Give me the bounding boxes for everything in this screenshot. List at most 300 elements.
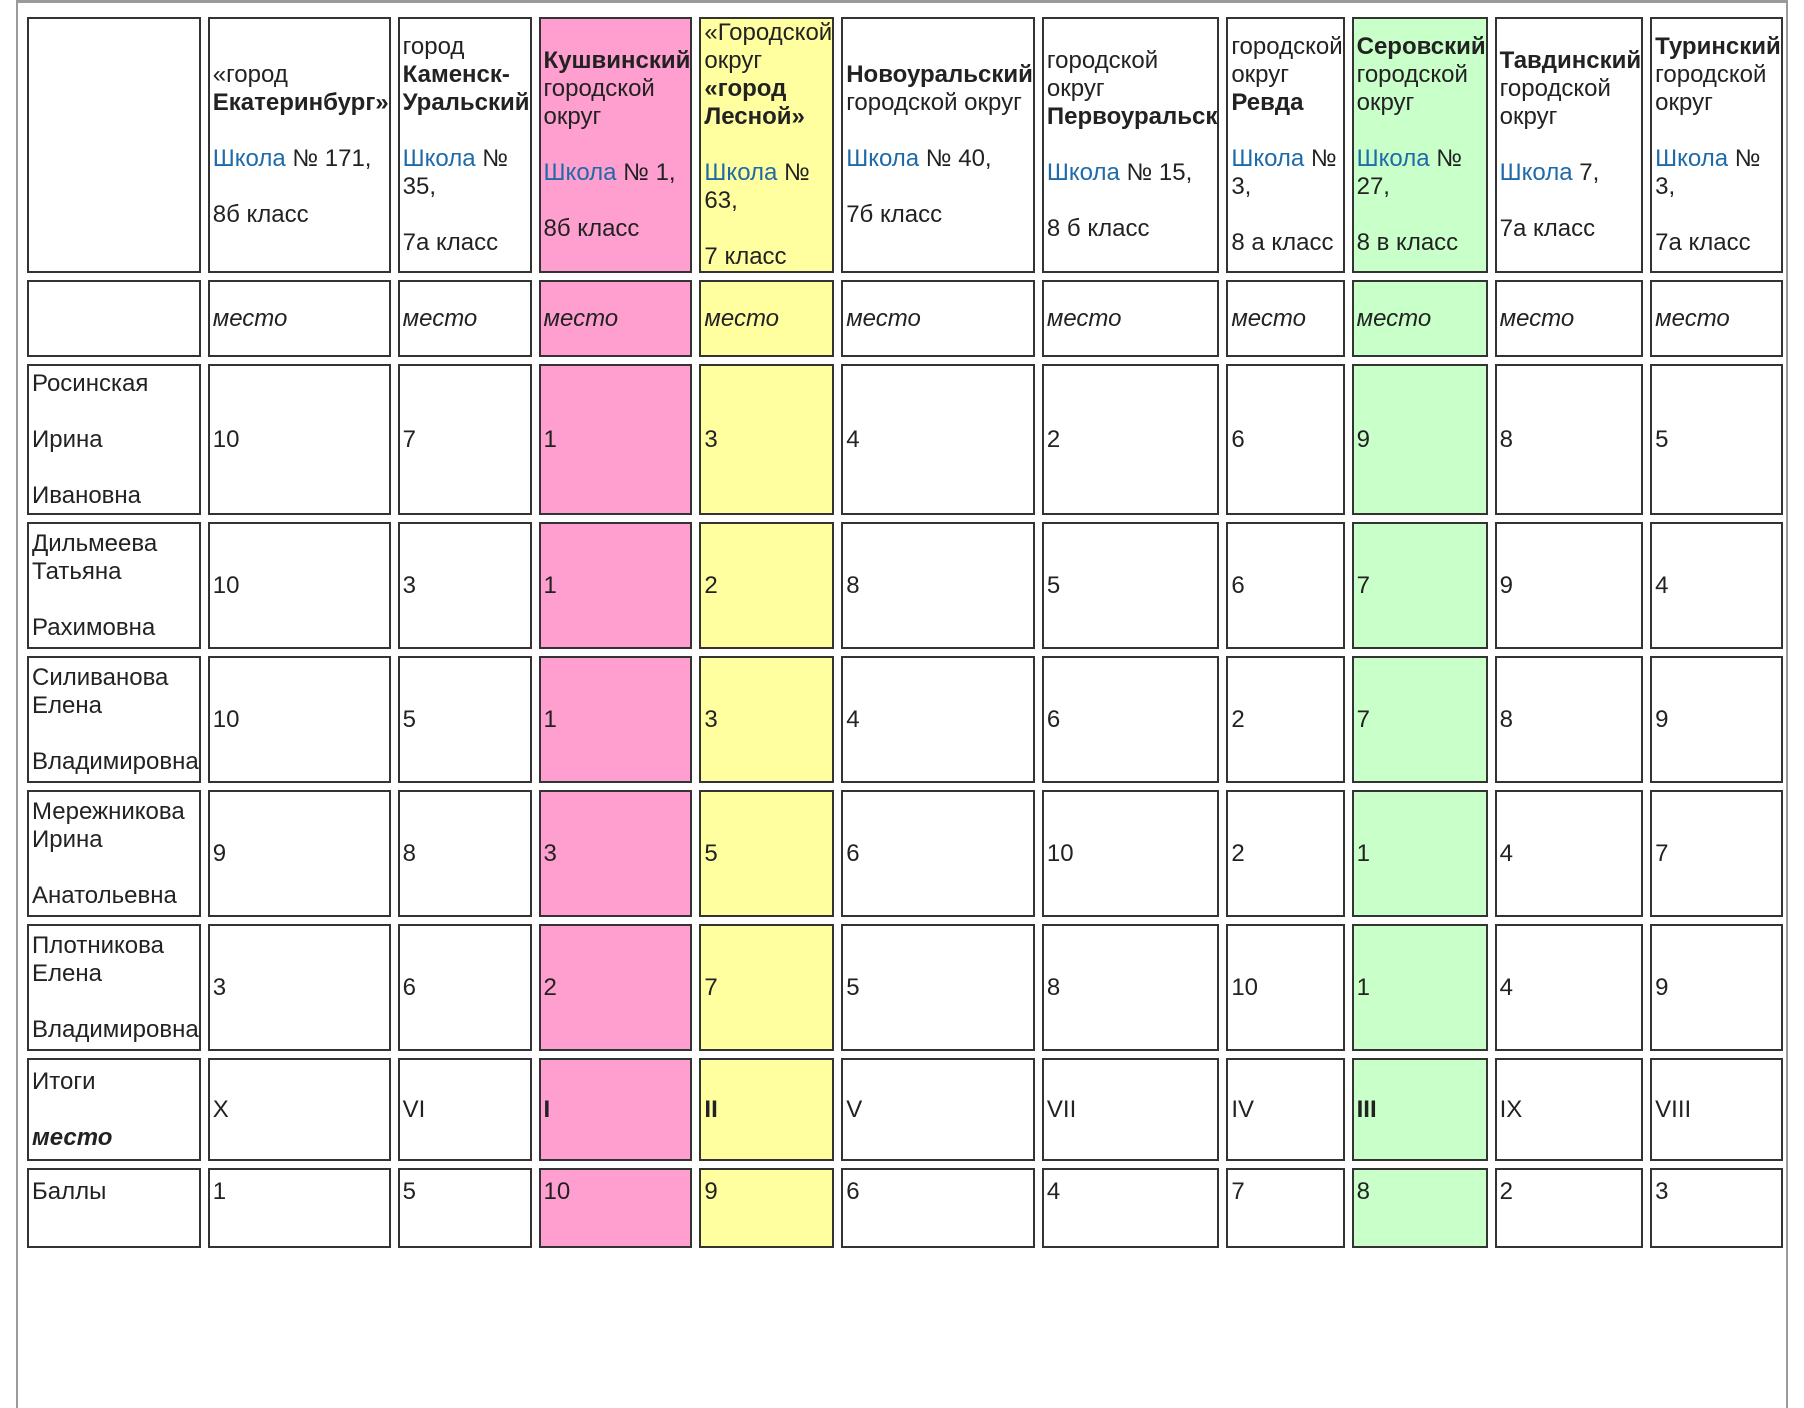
place-value-cell: [699, 364, 834, 515]
school-link[interactable]: Школа: [1499, 159, 1573, 186]
district-name-part: Каменск-: [402, 61, 510, 88]
place-value: 2: [704, 571, 718, 599]
district-name-part: округ: [1655, 89, 1713, 116]
place-value-cell: [1495, 924, 1644, 1051]
place-label-cell: [841, 280, 1035, 357]
place-value: 6: [1231, 571, 1245, 599]
place-value-cell: [539, 924, 693, 1051]
judge-name-line: Владимировна: [32, 1015, 199, 1043]
district-name-part: Тавдинский: [1499, 47, 1642, 74]
place-value: 8: [402, 839, 417, 867]
place-value-cell: [1042, 790, 1219, 917]
district-name-part: «город: [704, 75, 787, 102]
place-value: 9: [212, 839, 227, 867]
judge-name-cell: [27, 656, 201, 783]
place-value-cell: [1042, 656, 1219, 783]
place-label-cell: [1495, 280, 1644, 357]
place-value: 10: [212, 571, 240, 599]
district-name-line: [1231, 61, 1342, 89]
district-name-line: [1357, 33, 1486, 61]
district-name-line: [544, 47, 691, 75]
district-name-part: «Городской: [704, 19, 833, 46]
judge-row: [27, 924, 1783, 1051]
place-value-cell: [841, 924, 1035, 1051]
place-label: место: [543, 304, 619, 332]
school-line: [213, 145, 389, 173]
judge-name-line: Елена: [32, 959, 102, 987]
judge-name-cell: [27, 522, 201, 649]
scores-label-cell: [27, 1168, 201, 1248]
place-value-cell: [1226, 522, 1344, 649]
header-cell-kamensk: [398, 17, 532, 273]
place-label-row: [27, 280, 1783, 357]
school-line: [544, 159, 691, 187]
judge-name-line: Плотникова: [32, 931, 164, 959]
totals-label-cell: [27, 1058, 201, 1161]
place-value: 10: [1046, 839, 1074, 867]
district-name-part: округ: [1356, 89, 1415, 116]
place-label: место: [1046, 304, 1122, 332]
place-value: 6: [1231, 425, 1245, 453]
judge-name-line: Ирина: [32, 825, 103, 853]
place-value-cell: [841, 790, 1035, 917]
place-value: 8: [1499, 705, 1513, 733]
score-value: 2: [1499, 1178, 1513, 1205]
class-label: 7а класс: [1499, 215, 1596, 242]
total-place: IV: [1231, 1095, 1255, 1123]
place-value-cell: [1226, 656, 1344, 783]
place-value-cell: [1352, 790, 1488, 917]
school-line: [1500, 159, 1642, 187]
district-name-line: [846, 89, 1033, 117]
place-value-cell: [1352, 364, 1488, 515]
corner-cell: [27, 17, 201, 273]
place-label: место: [846, 304, 921, 332]
total-place-cell: [699, 1058, 834, 1161]
header-cell-revda: [1226, 17, 1344, 273]
place-value-cell: [1352, 924, 1488, 1051]
class-label: 8б класс: [212, 201, 309, 228]
total-place-cell: [1226, 1058, 1344, 1161]
place-value: 4: [1499, 973, 1513, 1001]
district-name-part: Лесной»: [704, 103, 805, 130]
school-number: №: [475, 145, 509, 172]
district-name-part: Уральский: [402, 89, 530, 116]
class-label: 8б класс: [543, 215, 640, 242]
place-value-cell: [699, 790, 834, 917]
school-number-cont: 35,: [402, 173, 437, 200]
score-value: 8: [1356, 1178, 1370, 1205]
header-row: [27, 17, 1783, 273]
place-value: 5: [1655, 425, 1669, 453]
judge-name-cell: [27, 364, 201, 515]
district-name-part: Кушвинский: [543, 47, 691, 74]
place-value: 5: [402, 705, 417, 733]
place-value-cell: [699, 656, 834, 783]
header-cell-serov: [1352, 17, 1488, 273]
total-place-cell: [1042, 1058, 1219, 1161]
judge-name-line: Дильмеева: [32, 529, 158, 557]
place-value-cell: [398, 364, 532, 515]
place-value-cell: [208, 656, 391, 783]
place-value: 2: [1231, 839, 1245, 867]
district-name-line: [1047, 75, 1217, 103]
score-value: 6: [846, 1178, 860, 1205]
place-value-cell: [1352, 656, 1488, 783]
judge-name-line: Ивановна: [32, 481, 142, 509]
district-name-part: «город: [212, 61, 288, 88]
judge-name-line: Силиванова: [32, 663, 169, 691]
place-value-cell: [1226, 364, 1344, 515]
total-place-cell: [398, 1058, 532, 1161]
place-value: 3: [402, 571, 417, 599]
score-cell: [1226, 1168, 1344, 1248]
place-label: место: [1356, 304, 1432, 332]
place-value-cell: [208, 364, 391, 515]
school-number-cont: 3,: [1231, 173, 1252, 200]
place-value-cell: [1042, 522, 1219, 649]
judge-name-line: Татьяна: [32, 557, 122, 585]
school-link[interactable]: Школа: [846, 145, 920, 172]
total-place: X: [212, 1095, 229, 1123]
total-place: VI: [402, 1095, 426, 1123]
total-place-cell: [841, 1058, 1035, 1161]
school-link[interactable]: Школа: [704, 159, 778, 186]
score-cell: [208, 1168, 391, 1248]
district-name-line: [1655, 33, 1781, 61]
judge-name-cell: [27, 924, 201, 1051]
place-value: 7: [1655, 839, 1669, 867]
total-place-cell: [1352, 1058, 1488, 1161]
place-value: 2: [1046, 425, 1061, 453]
district-name-line: [403, 33, 530, 61]
place-value: 1: [1356, 839, 1370, 867]
place-value: 4: [846, 705, 860, 733]
score-cell: [1352, 1168, 1488, 1248]
place-value-cell: [1042, 364, 1219, 515]
school-line: [1357, 145, 1486, 173]
school-line: [403, 145, 530, 173]
school-number: № 40,: [919, 145, 992, 172]
place-value: 8: [846, 571, 860, 599]
totals-sublabel: место: [32, 1123, 113, 1151]
place-label: место: [212, 304, 288, 332]
place-value: 9: [1499, 571, 1513, 599]
place-value: 10: [212, 425, 240, 453]
place-value-cell: [1650, 364, 1783, 515]
school-number: № 1,: [616, 159, 676, 186]
school-link[interactable]: Школа: [1046, 159, 1120, 186]
score-value: 5: [402, 1178, 417, 1205]
school-link[interactable]: Школа: [1655, 145, 1729, 172]
district-name-part: Новоуральский: [846, 61, 1033, 88]
place-value: 7: [402, 425, 417, 453]
place-value-cell: [1042, 924, 1219, 1051]
district-name-part: городской округ: [846, 89, 1022, 116]
school-number-cont: 3,: [1655, 173, 1676, 200]
district-name-line: [704, 103, 832, 131]
district-name-part: Серовский: [1356, 33, 1486, 60]
place-value-cell: [1650, 790, 1783, 917]
totals-row: [27, 1058, 1783, 1161]
school-number: № 171,: [285, 145, 372, 172]
place-label: место: [1231, 304, 1306, 332]
place-value-cell: [1495, 364, 1644, 515]
place-label-cell: [699, 280, 834, 357]
place-value-cell: [398, 656, 532, 783]
school-line: [1655, 145, 1781, 173]
place-label: место: [402, 304, 478, 332]
place-value: 2: [1231, 705, 1245, 733]
district-name-part: город: [402, 33, 465, 60]
judge-row: [27, 790, 1783, 917]
total-place: III: [1356, 1095, 1377, 1123]
place-value-cell: [539, 656, 693, 783]
place-value: 7: [1356, 705, 1370, 733]
header-cell-kushva: [539, 17, 693, 273]
district-name-part: городской: [543, 75, 655, 102]
class-label: 7б класс: [846, 201, 943, 228]
judge-name-line: Росинская: [32, 369, 149, 397]
district-name-part: округ: [1046, 75, 1105, 102]
place-label-cell: [539, 280, 693, 357]
district-name-line: [1500, 103, 1642, 131]
empty-cell: [27, 280, 201, 357]
score-value: 1: [212, 1178, 227, 1205]
school-line: [1047, 159, 1217, 187]
place-value: 1: [1356, 973, 1370, 1001]
place-value-cell: [1495, 790, 1644, 917]
score-cell: [1042, 1168, 1219, 1248]
place-value: 4: [846, 425, 860, 453]
place-value: 3: [704, 705, 718, 733]
results-table: [20, 10, 1790, 1255]
district-name-line: [704, 47, 832, 75]
place-value: 10: [1231, 973, 1259, 1001]
district-name-part: Ревда: [1231, 89, 1304, 116]
place-value-cell: [1495, 656, 1644, 783]
district-name-line: [1047, 47, 1217, 75]
school-link[interactable]: Школа: [402, 145, 476, 172]
total-place: VII: [1046, 1095, 1077, 1123]
place-value: 1: [543, 705, 557, 733]
place-value: 8: [1499, 425, 1513, 453]
header-cell-lesnoy: [699, 17, 834, 273]
district-name-part: городской: [1231, 33, 1343, 60]
district-name-line: [1047, 103, 1217, 131]
place-value: 5: [1046, 571, 1061, 599]
class-label: 8 б класс: [1046, 215, 1150, 242]
judge-name-line: Ирина: [32, 425, 103, 453]
score-cell: [1650, 1168, 1783, 1248]
district-name-part: округ: [1499, 103, 1558, 130]
judge-name-line: Мережникова: [32, 797, 185, 825]
school-number-cont: 27,: [1356, 173, 1390, 200]
class-label: 7а класс: [1655, 229, 1751, 256]
place-value: 4: [1499, 839, 1513, 867]
judge-name-line: Елена: [32, 691, 102, 719]
place-label-cell: [1650, 280, 1783, 357]
header-cell-turinsk: [1650, 17, 1783, 273]
place-value: 1: [543, 425, 557, 453]
place-value-cell: [208, 790, 391, 917]
school-number: №: [1728, 145, 1761, 172]
score-value: 7: [1231, 1178, 1245, 1205]
place-value-cell: [841, 522, 1035, 649]
class-label: 7а класс: [402, 229, 499, 256]
judge-row: [27, 364, 1783, 515]
scores-label: Баллы: [32, 1178, 107, 1205]
place-value: 6: [402, 973, 417, 1001]
score-cell: [841, 1168, 1035, 1248]
district-name-line: [1655, 61, 1781, 89]
place-value: 9: [1655, 705, 1669, 733]
total-place: I: [543, 1095, 551, 1123]
judge-name-line: Рахимовна: [32, 613, 156, 641]
district-name-part: городской: [1046, 47, 1159, 74]
school-number: №: [1304, 145, 1337, 172]
place-value-cell: [1650, 522, 1783, 649]
district-name-part: Первоуральск: [1046, 103, 1218, 130]
place-value-cell: [1495, 522, 1644, 649]
place-value-cell: [398, 924, 532, 1051]
place-value-cell: [699, 522, 834, 649]
total-place: II: [704, 1095, 718, 1123]
judge-name-cell: [27, 790, 201, 917]
place-value-cell: [1352, 522, 1488, 649]
school-line: [846, 145, 1033, 173]
district-name-line: [704, 75, 832, 103]
place-label: место: [1655, 304, 1730, 332]
district-name-part: городской: [1356, 61, 1468, 88]
score-cell: [699, 1168, 834, 1248]
total-place-cell: [208, 1058, 391, 1161]
place-label-cell: [208, 280, 391, 357]
district-name-line: [544, 103, 691, 131]
total-place: IX: [1499, 1095, 1523, 1123]
place-value-cell: [1650, 924, 1783, 1051]
place-value: 7: [1356, 571, 1370, 599]
place-value-cell: [398, 522, 532, 649]
scores-row: [27, 1168, 1783, 1248]
place-value: 6: [846, 839, 860, 867]
place-value: 10: [212, 705, 240, 733]
place-value-cell: [841, 656, 1035, 783]
district-name-line: [1655, 89, 1781, 117]
place-value: 2: [543, 973, 557, 1001]
school-number: 7,: [1572, 159, 1600, 186]
district-name-line: [704, 19, 832, 47]
place-label-cell: [398, 280, 532, 357]
district-name-line: [403, 61, 530, 89]
school-link[interactable]: Школа: [1356, 145, 1430, 172]
total-place-cell: [539, 1058, 693, 1161]
place-value-cell: [398, 790, 532, 917]
district-name-line: [1357, 89, 1486, 117]
district-name-part: округ: [704, 47, 763, 74]
place-value: 5: [704, 839, 718, 867]
district-name-line: [1231, 89, 1342, 117]
district-name-part: округ: [543, 103, 602, 130]
district-name-line: [1500, 47, 1642, 75]
place-value: 9: [1356, 425, 1370, 453]
school-link[interactable]: Школа: [543, 159, 617, 186]
district-name-line: [213, 89, 389, 117]
score-cell: [398, 1168, 532, 1248]
district-name-part: городской: [1499, 75, 1611, 102]
school-number-cont: 63,: [704, 187, 738, 214]
place-value: 5: [846, 973, 860, 1001]
place-value: 1: [543, 571, 557, 599]
class-label: 7 класс: [704, 243, 787, 270]
place-label-cell: [1352, 280, 1488, 357]
place-value-cell: [1650, 656, 1783, 783]
place-value-cell: [208, 924, 391, 1051]
district-name-part: Екатеринбург»: [212, 89, 389, 116]
place-value: 4: [1655, 571, 1669, 599]
totals-label: Итоги: [32, 1067, 96, 1095]
school-line: [1231, 145, 1342, 173]
place-label-cell: [1226, 280, 1344, 357]
school-link[interactable]: Школа: [1231, 145, 1305, 172]
total-place: V: [846, 1095, 863, 1123]
district-name-line: [544, 75, 691, 103]
place-value: 7: [704, 973, 718, 1001]
place-value-cell: [841, 364, 1035, 515]
place-value-cell: [539, 790, 693, 917]
judge-name-line: Анатольевна: [32, 881, 177, 909]
district-name-line: [1231, 33, 1342, 61]
judge-row: [27, 522, 1783, 649]
score-cell: [539, 1168, 693, 1248]
place-value: 3: [212, 973, 227, 1001]
total-place: VIII: [1655, 1095, 1692, 1123]
district-name-line: [1500, 75, 1642, 103]
district-name-line: [846, 61, 1033, 89]
place-value: 9: [1655, 973, 1669, 1001]
district-name-part: городской: [1655, 61, 1767, 88]
school-number: №: [1429, 145, 1462, 172]
place-value-cell: [699, 924, 834, 1051]
place-value-cell: [539, 364, 693, 515]
total-place-cell: [1495, 1058, 1644, 1161]
school-number: № 15,: [1119, 159, 1193, 186]
district-name-part: округ: [1231, 61, 1290, 88]
header-cell-novouralsk: [841, 17, 1035, 273]
school-line: [704, 159, 832, 187]
judge-name-line: Владимировна: [32, 747, 199, 775]
place-value: 6: [1046, 705, 1061, 733]
district-name-line: [1357, 61, 1486, 89]
place-value-cell: [208, 522, 391, 649]
header-cell-ekb: [208, 17, 391, 273]
place-value-cell: [539, 522, 693, 649]
header-cell-pervouralsk: [1042, 17, 1219, 273]
score-value: 4: [1046, 1178, 1061, 1205]
place-value-cell: [1226, 790, 1344, 917]
score-value: 9: [704, 1178, 718, 1205]
place-value: 3: [543, 839, 557, 867]
place-label: место: [704, 304, 780, 332]
school-link[interactable]: Школа: [212, 145, 286, 172]
district-name-line: [403, 89, 530, 117]
district-name-part: Туринский: [1655, 33, 1781, 60]
place-value: 8: [1046, 973, 1061, 1001]
class-label: 8 а класс: [1231, 229, 1334, 256]
place-label: место: [1499, 304, 1575, 332]
judge-row: [27, 656, 1783, 783]
total-place-cell: [1650, 1058, 1783, 1161]
